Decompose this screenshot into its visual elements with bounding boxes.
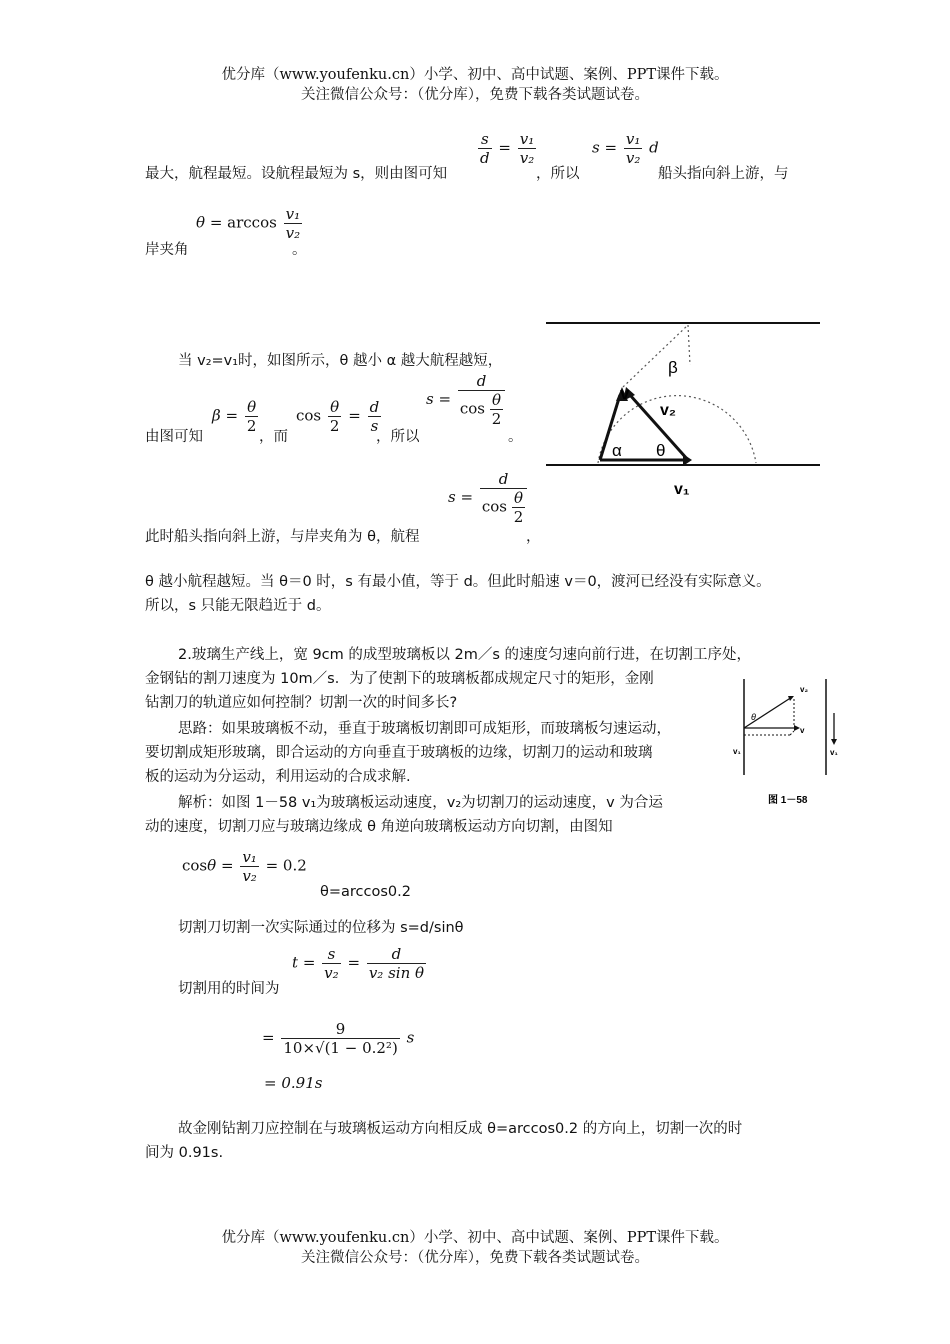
part2-line2-b: ，而	[259, 429, 288, 445]
part2-line5: 所以，s 只能无限趋近于 d。	[145, 598, 331, 614]
part1-line1-c: 船头指向斜上游，与	[658, 166, 789, 182]
label-alpha: α	[612, 441, 622, 460]
label-theta: θ	[656, 441, 666, 460]
dotted-vertical	[688, 325, 690, 365]
problem2-p3: 钻割刀的轨道应如何控制？切割一次的时间多长?	[145, 695, 458, 711]
header-line-1: 优分库（www.youfenku.cn）小学、初中、高中试题、案例、PPT课件下载。	[221, 67, 729, 83]
part2-line1: 当 v₂=v₁时，如图所示，θ 越小 α 越大航程越短，	[178, 353, 503, 369]
problem2-p8: 动的速度，切割刀应与玻璃边缘成 θ 角逆向玻璃板运动方向切割，由图知	[145, 819, 613, 835]
formula-beta-half-theta: β = $\frac{\theta}{2}$	[212, 398, 257, 435]
formula-s-over-d: $\frac{s}{d}$ = $\frac{\text{v₁}}{\text{v₂}}$	[480, 130, 535, 167]
conclusion-line1: 故金刚钻割刀应控制在与玻璃板运动方向相反成 θ=arccos0.2 的方向上，切割一次的时	[178, 1121, 743, 1137]
cut-time-label: 切割用的时间为	[178, 981, 280, 997]
problem2-p7: 解析：如图 1－58 v₁为玻璃板运动速度，v₂为切割刀的运动速度，v 为合运	[178, 795, 663, 811]
problem2-p6: 板的运动为分运动，利用运动的合成求解.	[145, 769, 411, 785]
problem2-p5: 要切割成矩形玻璃，即合运动的方向垂直于玻璃板的边缘，切割刀的运动和玻璃	[145, 745, 653, 761]
fig2-label-v: v	[800, 726, 805, 735]
fig2-label-v2: v₂	[800, 685, 809, 694]
problem2-p2: 金钢钻的割刀速度为 10m／s．为了使割下的玻璃板都成规定尺寸的矩形，金刚	[145, 671, 654, 687]
part1-line2-b: 。	[292, 242, 307, 258]
part1-line1-b: ，所以	[536, 166, 580, 182]
formula-time-numeric: = $\frac{9}{\text{10×√(1 − 0.2²)}}$ s	[262, 1020, 415, 1057]
part2-line2-c: ，所以	[376, 429, 420, 445]
cut-displacement: 切割刀切割一次实际通过的位移为 s=d/sinθ	[178, 920, 464, 936]
header-line-2: 关注微信公众号：（优分库），免费下载各类试题试卷。	[301, 87, 649, 103]
footer-line-2: 关注微信公众号：（优分库），免费下载各类试题试卷。	[301, 1250, 649, 1266]
formula-time: t = $\frac{s}{\text{v₂}}$ = $\frac{d}{\text{v₂ sin θ}}$	[292, 945, 425, 982]
theta-arccos-result: θ=arccos0.2	[320, 884, 411, 900]
footer-line-1: 优分库（www.youfenku.cn）小学、初中、高中试题、案例、PPT课件下载。	[221, 1230, 729, 1246]
label-v1: v₁	[674, 481, 690, 498]
formula-cos-theta: cosθ = $\frac{\text{v₁}}{\text{v₂}}$ = 0.2	[182, 848, 307, 885]
figure-glass-cutting	[730, 675, 850, 810]
formula-time-result: = 0.91s	[264, 1074, 323, 1092]
part2-line3-b: ，	[526, 529, 541, 545]
formula-s-d-cos-half-theta-2: s = d cos $\frac{\theta}{2}$	[448, 470, 529, 526]
part1-line2-a: 岸夹角	[145, 242, 189, 258]
part1-line1-a: 最大，航程最短。设航程最短为 s，则由图可知	[145, 166, 448, 182]
fig2-label-theta: θ	[751, 712, 756, 722]
part2-line2-a: 由图可知	[145, 429, 203, 445]
fig2-label-v1-right: v₁	[830, 748, 838, 757]
dotted-extension	[623, 325, 688, 387]
fig2-label-v1-left: v₁	[733, 747, 741, 756]
problem2-p1: 2.玻璃生产线上，宽 9cm 的成型玻璃板以 2m／s 的速度匀速向前行进，在切割工序处，	[178, 647, 751, 663]
formula-cos-half-theta: cos $\frac{\theta}{2}$ = $\frac{d}{s}$	[296, 398, 380, 435]
problem2-p4: 思路：如果玻璃板不动，垂直于玻璃板切割即可成矩形，而玻璃板匀速运动，	[178, 721, 671, 737]
label-beta: β	[668, 358, 678, 377]
formula-s-d-cos-half-theta: s = d cos $\frac{\theta}{2}$	[426, 372, 507, 428]
label-v: v	[620, 384, 630, 403]
part2-line4: θ 越小航程越短。当 θ＝0 时，s 有最小值，等于 d。但此时船速 v＝0，渡河已经没有实际意义。	[145, 574, 771, 590]
label-v2: v₂	[660, 402, 677, 419]
figure-river-crossing	[540, 315, 830, 505]
part2-line3-a: 此时船头指向斜上游，与岸夹角为 θ，航程	[145, 529, 420, 545]
formula-s-equals: s = $\frac{\text{v₁}}{\text{v₂}}$ d	[592, 130, 659, 167]
conclusion-line2: 间为 0.91s.	[145, 1145, 224, 1161]
formula-theta-arccos: θ = arccos $\frac{\text{v₁}}{\text{v₂}}$	[196, 205, 301, 242]
fig2-caption: 图 1－58	[768, 795, 808, 806]
part2-line2-d: 。	[508, 429, 523, 445]
